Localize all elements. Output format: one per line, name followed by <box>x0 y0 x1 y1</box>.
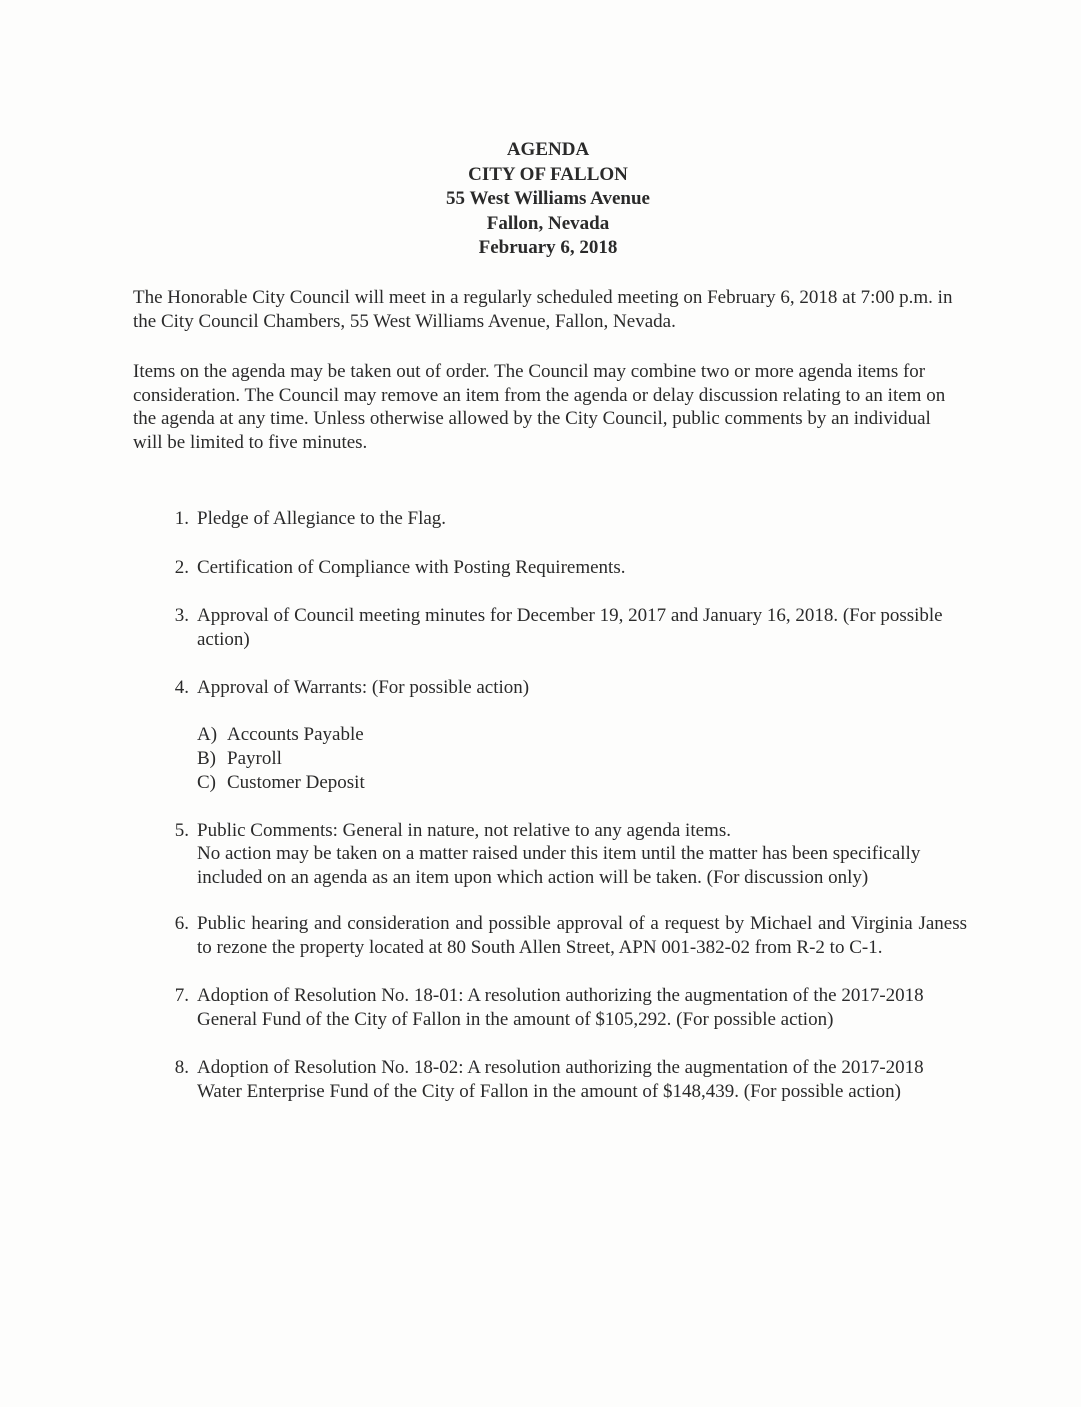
sub-list-item <box>197 747 967 771</box>
sub-list-item <box>197 771 967 795</box>
item-text: Public hearing and consideration and possible approval of a request by Michael and Virginia Janess to rezone the property located at 80 South Allen Street, APN 001-382-02 from R-2 to C-1. <box>197 913 967 958</box>
agenda-items <box>159 507 967 1103</box>
item-text: Approval of Council meeting minutes for December 19, 2017 and January 16, 2018. (For possible action) <box>197 605 943 650</box>
intro-paragraph-rules: Items on the agenda may be taken out of order. The Council may combine two or more agenda items for consideration. The Council may remove an item from the agenda or delay discussion relating to an item on the agenda at any time. Unless otherwise allowed by the City Council, public comments by an individual will be limited to five minutes. <box>133 361 946 453</box>
item-text: Adoption of Resolution No. 18-01: A resolution authorizing the augmentation of the 2017-2018 General Fund of the City of Fallon in the amount of $105,292. (For possible action) <box>197 985 924 1030</box>
sub-item-text: Accounts Payable <box>227 723 364 745</box>
agenda-item <box>159 676 967 795</box>
sub-item-letter: B) <box>197 747 216 769</box>
item-number: 3. <box>174 605 189 626</box>
item-text: Pledge of Allegiance to the Flag. <box>197 508 447 529</box>
sub-item-letter: C) <box>197 771 216 793</box>
item-number: 4. <box>174 677 189 698</box>
item-text: Adoption of Resolution No. 18-02: A resolution authorizing the augmentation of the 2017-2018 Water Enterprise Fund of the City of Fallon in the amount of $148,439. (For possible action) <box>197 1057 924 1102</box>
agenda-item <box>159 912 967 959</box>
item-number: 5. <box>174 819 189 841</box>
agenda-item <box>159 819 967 890</box>
item-number: 6. <box>174 913 189 934</box>
item-text: Approval of Warrants: (For possible action) <box>197 677 530 698</box>
agenda-item <box>159 556 967 580</box>
sub-item-letter: A) <box>197 723 218 745</box>
item-text: Certification of Compliance with Posting Requirements. <box>197 556 626 578</box>
sub-item-text: Customer Deposit <box>227 771 365 793</box>
agenda-header <box>0 138 1081 261</box>
item-number: 8. <box>174 1057 189 1078</box>
header-location: Fallon, Nevada <box>486 212 610 234</box>
agenda-item <box>159 984 967 1031</box>
warrants-sublist <box>197 723 967 795</box>
item-text: Public Comments: General in nature, not relative to any agenda items. <box>197 819 731 841</box>
header-date: February 6, 2018 <box>478 237 618 258</box>
item-number: 1. <box>174 508 189 529</box>
sub-item-text: Payroll <box>227 747 282 769</box>
agenda-item <box>159 507 967 531</box>
header-city: CITY OF FALLON <box>468 163 628 185</box>
header-address: 55 West Williams Avenue <box>446 188 650 209</box>
item-number: 7. <box>174 985 189 1006</box>
agenda-item <box>159 604 967 651</box>
intro-paragraph-meeting: The Honorable City Council will meet in a regularly scheduled meeting on February 6, 2018 at 7:00 p.m. in the City Council Chambers, 55 West Williams Avenue, Fallon, Nevada. <box>133 287 953 332</box>
item-extra-text: No action may be taken on a matter raised under this item until the matter has been specifically included on an agenda as an item upon which action will be taken. (For discussion only) <box>197 843 921 888</box>
header-title: AGENDA <box>506 139 590 160</box>
item-number: 2. <box>174 556 189 578</box>
sub-list-item <box>197 723 967 747</box>
agenda-item <box>159 1056 967 1103</box>
